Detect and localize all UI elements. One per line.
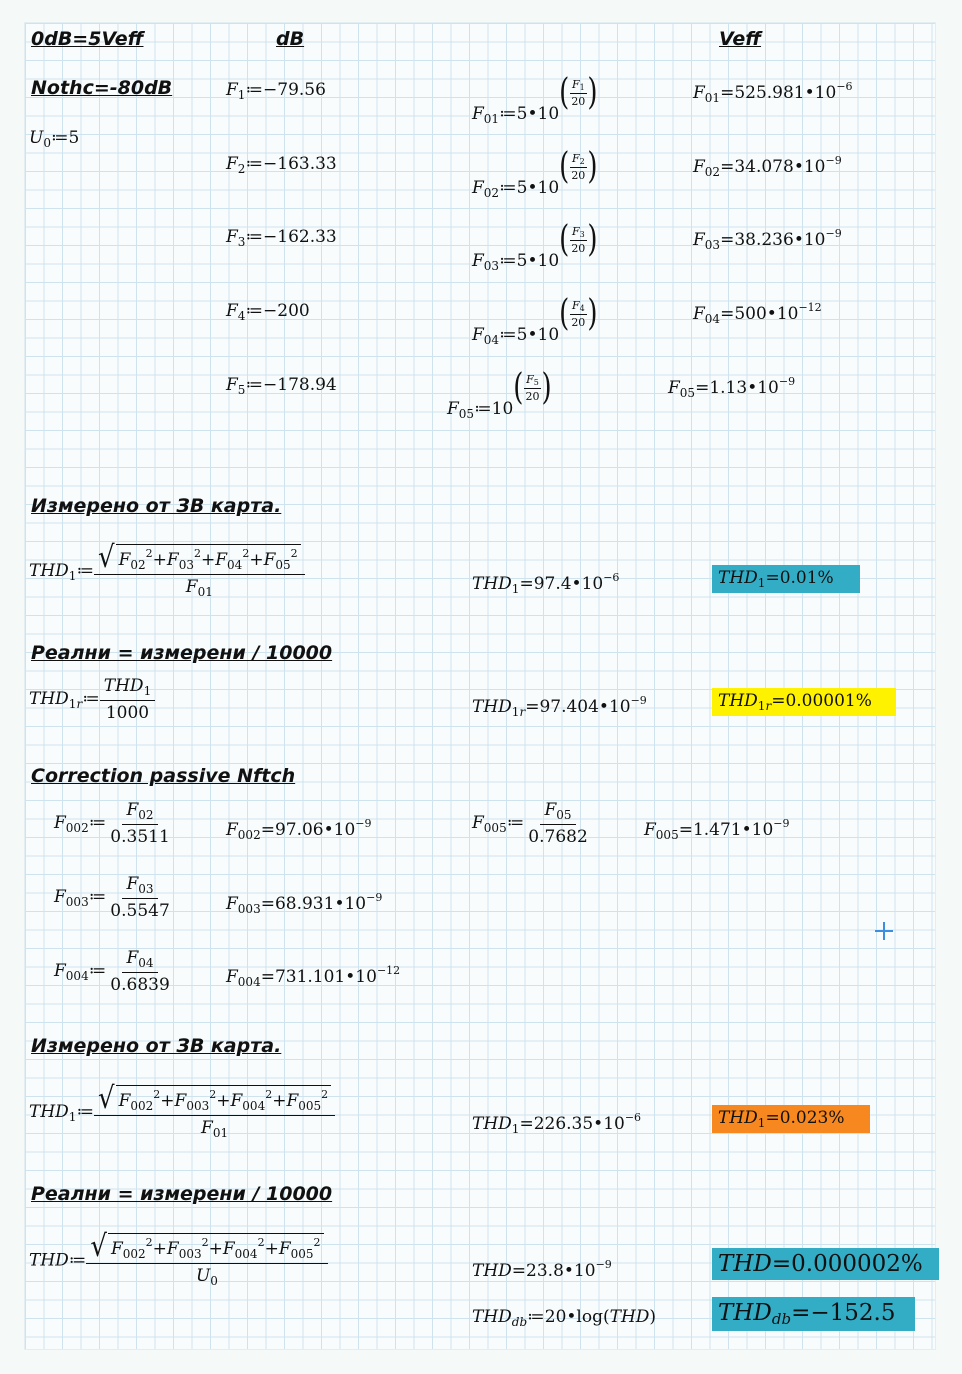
f002-definition[interactable]: $F_{002}≔$ $\frac{F_{02}}{0.3511}$ <box>54 800 170 847</box>
header-real-2: Реални = измерени / 10000 <box>31 1183 333 1205</box>
header-correction: Correction passive Nftch <box>31 765 296 787</box>
thd-db-definition[interactable]: $THD_{db}≔20•\log(THD)$ <box>472 1307 657 1329</box>
thd1-corrected-definition[interactable]: $THD_1≔$ √ $F_{002}^2+F_{003}^2+F_{004}^2+F_{005}^2$ $F_{01}$ <box>29 1085 335 1140</box>
thd1-percent-box[interactable]: $THD_1=0.01\%$ <box>712 565 860 593</box>
f2-definition[interactable]: $F_2≔-163.33$ <box>226 154 337 176</box>
f005-definition[interactable]: $F_{005}≔$ $\frac{F_{05}}{0.7682}$ <box>472 800 588 847</box>
header-real-1: Реални = измерени / 10000 <box>31 642 333 664</box>
header-zero-db: 0dB=5Veff <box>31 28 144 50</box>
f3-definition[interactable]: $F_3≔-162.33$ <box>226 227 337 249</box>
f04-definition[interactable]: $F_{04}≔5•10$ ( $\frac{F_4}{20}$ ) <box>472 293 598 347</box>
f002-result[interactable]: $F_{002}=97.06•10^{-9}$ <box>226 817 372 842</box>
f05-definition[interactable]: $F_{05}≔10$ ( $\frac{F_5}{20}$ ) <box>447 367 552 421</box>
f01-result[interactable]: $F_{01}=525.981•10^{-6}$ <box>693 80 853 105</box>
header-notch: Nothc=-80dB <box>31 77 173 99</box>
f03-definition[interactable]: $F_{03}≔5•10$ ( $\frac{F_3}{20}$ ) <box>472 219 598 273</box>
f003-definition[interactable]: $F_{003}≔$ $\frac{F_{03}}{0.5547}$ <box>54 874 170 921</box>
f5-definition[interactable]: $F_5≔-178.94$ <box>226 375 337 397</box>
thd-percent-box[interactable]: THD=0.000002% <box>712 1248 939 1280</box>
f05-result[interactable]: $F_{05}=1.13•10^{-9}$ <box>668 375 796 400</box>
thd-result[interactable]: $THD=23.8•10^{-9}$ <box>472 1258 612 1281</box>
f004-definition[interactable]: $F_{004}≔$ $\frac{F_{04}}{0.6839}$ <box>54 948 170 995</box>
f01-definition[interactable]: $F_{01}≔5•10$ ( $\frac{F_1}{20}$ ) <box>472 72 598 126</box>
u0-definition[interactable]: $U_0≔5$ <box>29 128 80 150</box>
header-measured-2: Измерено от ЗВ карта. <box>31 1035 282 1057</box>
thd1-corrected-result[interactable]: $THD_1=226.35•10^{-6}$ <box>472 1111 642 1136</box>
f4-definition[interactable]: $F_4≔-200$ <box>226 301 310 323</box>
header-veff-column: Veff <box>719 28 762 50</box>
thd1r-percent-box[interactable]: $THD_{1r}=0.00001\%$ <box>712 688 896 716</box>
f003-result[interactable]: $F_{003}=68.931•10^{-9}$ <box>226 891 383 916</box>
thd1-corrected-percent-box[interactable]: $THD_1=0.023\%$ <box>712 1105 870 1133</box>
crosshair-cursor-icon <box>875 922 893 940</box>
f02-definition[interactable]: $F_{02}≔5•10$ ( $\frac{F_2}{20}$ ) <box>472 146 598 200</box>
worksheet[interactable] <box>24 22 936 1350</box>
thd1r-result[interactable]: $THD_{1r}=97.404•10^{-9}$ <box>472 694 647 719</box>
f03-result[interactable]: $F_{03}=38.236•10^{-9}$ <box>693 227 842 252</box>
thd1-definition[interactable]: $THD_1≔$ √ $F_{02}^2+F_{03}^2+F_{04}^2+F_{05}^2$ $F_{01}$ <box>29 544 305 599</box>
f04-result[interactable]: $F_{04}=500•10^{-12}$ <box>693 301 822 326</box>
f1-definition[interactable]: $F_1≔-79.56$ <box>226 80 326 102</box>
thd1-result[interactable]: $THD_1=97.4•10^{-6}$ <box>472 571 620 596</box>
f004-result[interactable]: $F_{004}=731.101•10^{-12}$ <box>226 964 401 989</box>
thd-db-result-box[interactable]: $THD_{db}=-152.5$ <box>712 1297 915 1331</box>
f02-result[interactable]: $F_{02}=34.078•10^{-9}$ <box>693 154 842 179</box>
header-db-column: dB <box>276 28 305 50</box>
f005-result[interactable]: $F_{005}=1.471•10^{-9}$ <box>644 817 790 842</box>
thd-definition[interactable]: THD≔ √ $F_{002}^2+F_{003}^2+F_{004}^2+F_{005}^2$ $U_0$ <box>29 1233 328 1288</box>
thd1r-definition[interactable]: $THD_{1r}≔$ $\frac{THD_1}{1000}$ <box>29 676 155 723</box>
header-measured-1: Измерено от ЗВ карта. <box>31 495 282 517</box>
